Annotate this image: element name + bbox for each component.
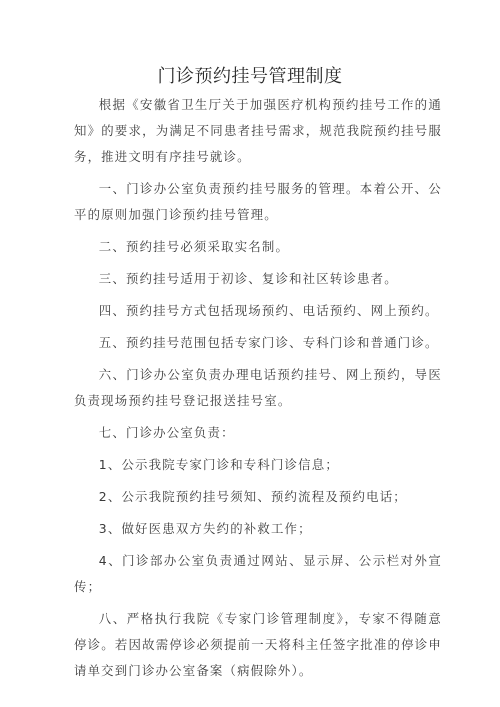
- list-item-7-3: 3、做好医患双方失约的补救工作；: [98, 521, 312, 536]
- paragraph-item-6: 六、门诊办公室负责办理电话预约挂号、网上预约，导医负责现场预约挂号登记报送挂号室。: [74, 367, 442, 408]
- paragraph-item-1: 一、门诊办公室负责预约挂号服务的管理。本着公开、公平的原则加强门诊预约挂号管理。: [74, 181, 442, 222]
- paragraph-item-3: 三、预约挂号适用于初诊、复诊和社区转诊患者。: [98, 271, 398, 286]
- paragraph-item-5: 五、预约挂号范围包括专家门诊、专科门诊和普通门诊。: [98, 335, 439, 350]
- list-item-7-1: 1、公示我院专家门诊和专科门诊信息；: [98, 457, 339, 472]
- paragraph-item-2: 二、预约挂号必须采取实名制。: [98, 239, 290, 254]
- list-item-7-4: 4、门诊部办公室负责通过网站、显示屏、公示栏对外宣传；: [74, 553, 442, 594]
- paragraph-item-8: 八、严格执行我院《专家门诊管理制度》，专家不得随意停诊。若因故需停诊必须提前一天将科主任签字批准的停诊申请单交到门诊办公室备案（病假除外）。: [74, 611, 442, 678]
- list-item-7-2: 2、公示我院预约挂号须知、预约流程及预约电话；: [98, 489, 407, 504]
- document-title: 门诊预约挂号管理制度: [157, 66, 343, 87]
- paragraph-item-7: 七、门诊办公室负责：: [98, 425, 235, 440]
- paragraph-intro: 根据《安徽省卫生厅关于加强医疗机构预约挂号工作的通知》的要求，为满足不同患者挂号需求，规范我院预约挂号服务，推进文明有序挂号就诊。: [74, 97, 442, 164]
- document-body: [74, 92, 442, 690]
- paragraph-item-4: 四、预约挂号方式包括现场预约、电话预约、网上预约。: [98, 303, 439, 318]
